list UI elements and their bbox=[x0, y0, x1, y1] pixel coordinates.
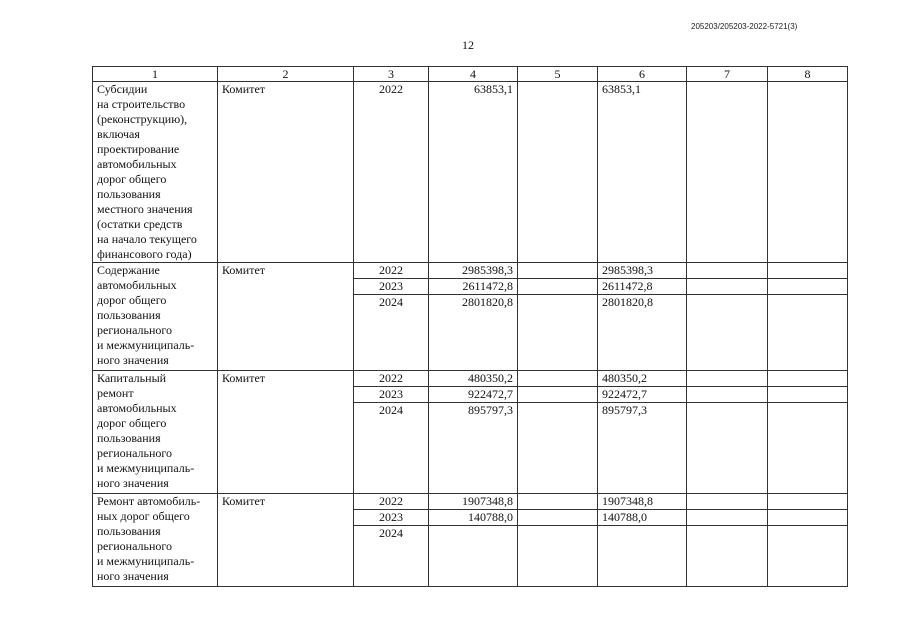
header-cell: 1 bbox=[93, 67, 218, 82]
executor-cell: Комитет bbox=[218, 494, 354, 587]
program-name-line: регионального bbox=[97, 446, 173, 460]
year-cell: 2024 bbox=[354, 526, 429, 587]
program-name-line: и межмуниципаль- bbox=[97, 554, 195, 568]
header-cell: 5 bbox=[518, 67, 598, 82]
amount-col6-cell: 63853,1 bbox=[598, 82, 687, 263]
amount-col5-cell bbox=[518, 371, 598, 387]
amount-col7-cell bbox=[687, 494, 768, 510]
header-cell: 7 bbox=[687, 67, 768, 82]
program-name-line: и межмуниципаль- bbox=[97, 461, 195, 475]
program-name-line: финансового года) bbox=[97, 247, 192, 261]
amount-col4-cell: 140788,0 bbox=[429, 510, 518, 526]
year-cell: 2023 bbox=[354, 387, 429, 403]
program-name-line: проектирование bbox=[97, 142, 180, 156]
year-cell: 2023 bbox=[354, 279, 429, 295]
amount-col4-cell: 922472,7 bbox=[429, 387, 518, 403]
amount-col4-cell: 895797,3 bbox=[429, 403, 518, 494]
program-name-line: включая bbox=[97, 127, 140, 141]
document-code: 205203/205203-2022-5721(3) bbox=[691, 22, 798, 31]
amount-col8-cell bbox=[768, 263, 848, 279]
header-cell: 8 bbox=[768, 67, 848, 82]
program-name-line: пользования bbox=[97, 187, 161, 201]
program-name-line: и межмуниципаль- bbox=[97, 338, 195, 352]
amount-col4-cell: 1907348,8 bbox=[429, 494, 518, 510]
program-name-line: на начало текущего bbox=[97, 232, 197, 246]
table-row bbox=[93, 371, 848, 387]
program-name-line: ного значения bbox=[97, 476, 169, 490]
program-name-line: пользования bbox=[97, 431, 161, 445]
program-name-line: дорог общего bbox=[97, 172, 167, 186]
amount-col7-cell bbox=[687, 387, 768, 403]
amount-col4-cell: 2985398,3 bbox=[429, 263, 518, 279]
program-name-cell bbox=[93, 371, 218, 494]
amount-col6-cell: 480350,2 bbox=[598, 371, 687, 387]
program-name-line: Содержание bbox=[97, 263, 160, 277]
amount-col7-cell bbox=[687, 295, 768, 371]
program-name-line: пользования bbox=[97, 524, 161, 538]
program-name-line: регионального bbox=[97, 323, 173, 337]
year-cell: 2022 bbox=[354, 263, 429, 279]
amount-col4-cell bbox=[429, 526, 518, 587]
amount-col7-cell bbox=[687, 82, 768, 263]
program-name-line: дорог общего bbox=[97, 293, 167, 307]
program-name-line: дорог общего bbox=[97, 416, 167, 430]
amount-col5-cell bbox=[518, 526, 598, 587]
amount-col5-cell bbox=[518, 387, 598, 403]
program-name-line: Ремонт автомобиль- bbox=[97, 494, 201, 508]
amount-col6-cell: 2985398,3 bbox=[598, 263, 687, 279]
year-cell: 2024 bbox=[354, 295, 429, 371]
page-number: 12 bbox=[462, 38, 474, 52]
year-cell: 2022 bbox=[354, 371, 429, 387]
program-name-line: ремонт bbox=[97, 386, 134, 400]
header-cell: 3 bbox=[354, 67, 429, 82]
program-name-line: Капитальный bbox=[97, 371, 167, 385]
program-name-line: (реконструкцию), bbox=[97, 112, 188, 126]
executor-cell: Комитет bbox=[218, 371, 354, 494]
amount-col8-cell bbox=[768, 279, 848, 295]
amount-col7-cell bbox=[687, 510, 768, 526]
amount-col4-cell: 2801820,8 bbox=[429, 295, 518, 371]
amount-col5-cell bbox=[518, 263, 598, 279]
amount-col8-cell bbox=[768, 371, 848, 387]
amount-col8-cell bbox=[768, 295, 848, 371]
program-name-cell bbox=[93, 82, 218, 263]
amount-col5-cell bbox=[518, 279, 598, 295]
program-name-line: на строительство bbox=[97, 97, 186, 111]
amount-col8-cell bbox=[768, 403, 848, 494]
program-name-line: местного значения bbox=[97, 202, 193, 216]
program-name-line: автомобильных bbox=[97, 278, 177, 292]
year-cell: 2024 bbox=[354, 403, 429, 494]
amount-col4-cell: 63853,1 bbox=[429, 82, 518, 263]
header-cell: 4 bbox=[429, 67, 518, 82]
amount-col8-cell bbox=[768, 82, 848, 263]
table-body bbox=[93, 82, 848, 587]
program-name-line: (остатки средств bbox=[97, 217, 183, 231]
program-name-line: автомобильных bbox=[97, 157, 177, 171]
amount-col7-cell bbox=[687, 263, 768, 279]
amount-col7-cell bbox=[687, 526, 768, 587]
amount-col6-cell: 140788,0 bbox=[598, 510, 687, 526]
executor-cell: Комитет bbox=[218, 82, 354, 263]
amount-col6-cell: 922472,7 bbox=[598, 387, 687, 403]
program-name-cell bbox=[93, 263, 218, 371]
amount-col6-cell: 2801820,8 bbox=[598, 295, 687, 371]
amount-col8-cell bbox=[768, 494, 848, 510]
program-name-line: Субсидии bbox=[97, 82, 148, 96]
program-name-line: автомобильных bbox=[97, 401, 177, 415]
amount-col6-cell: 895797,3 bbox=[598, 403, 687, 494]
table-row bbox=[93, 82, 848, 263]
amount-col6-cell: 2611472,8 bbox=[598, 279, 687, 295]
amount-col7-cell bbox=[687, 371, 768, 387]
table-row bbox=[93, 494, 848, 510]
program-name-cell bbox=[93, 494, 218, 587]
program-name-line: ного значения bbox=[97, 353, 169, 367]
program-name-line: ных дорог общего bbox=[97, 509, 190, 523]
amount-col8-cell bbox=[768, 387, 848, 403]
year-cell: 2023 bbox=[354, 510, 429, 526]
program-name-line: регионального bbox=[97, 539, 173, 553]
amount-col5-cell bbox=[518, 403, 598, 494]
amount-col4-cell: 480350,2 bbox=[429, 371, 518, 387]
amount-col8-cell bbox=[768, 510, 848, 526]
amount-col5-cell bbox=[518, 494, 598, 510]
budget-table bbox=[92, 66, 848, 587]
table-row bbox=[93, 263, 848, 279]
program-name-line: пользования bbox=[97, 308, 161, 322]
amount-col4-cell: 2611472,8 bbox=[429, 279, 518, 295]
amount-col5-cell bbox=[518, 82, 598, 263]
program-name-line: ного значения bbox=[97, 569, 169, 583]
amount-col7-cell bbox=[687, 403, 768, 494]
header-row bbox=[93, 67, 848, 82]
amount-col5-cell bbox=[518, 295, 598, 371]
header-cell: 2 bbox=[218, 67, 354, 82]
amount-col7-cell bbox=[687, 279, 768, 295]
amount-col8-cell bbox=[768, 526, 848, 587]
amount-col5-cell bbox=[518, 510, 598, 526]
executor-cell: Комитет bbox=[218, 263, 354, 371]
year-cell: 2022 bbox=[354, 494, 429, 510]
year-cell: 2022 bbox=[354, 82, 429, 263]
amount-col6-cell bbox=[598, 526, 687, 587]
amount-col6-cell: 1907348,8 bbox=[598, 494, 687, 510]
header-cell: 6 bbox=[598, 67, 687, 82]
